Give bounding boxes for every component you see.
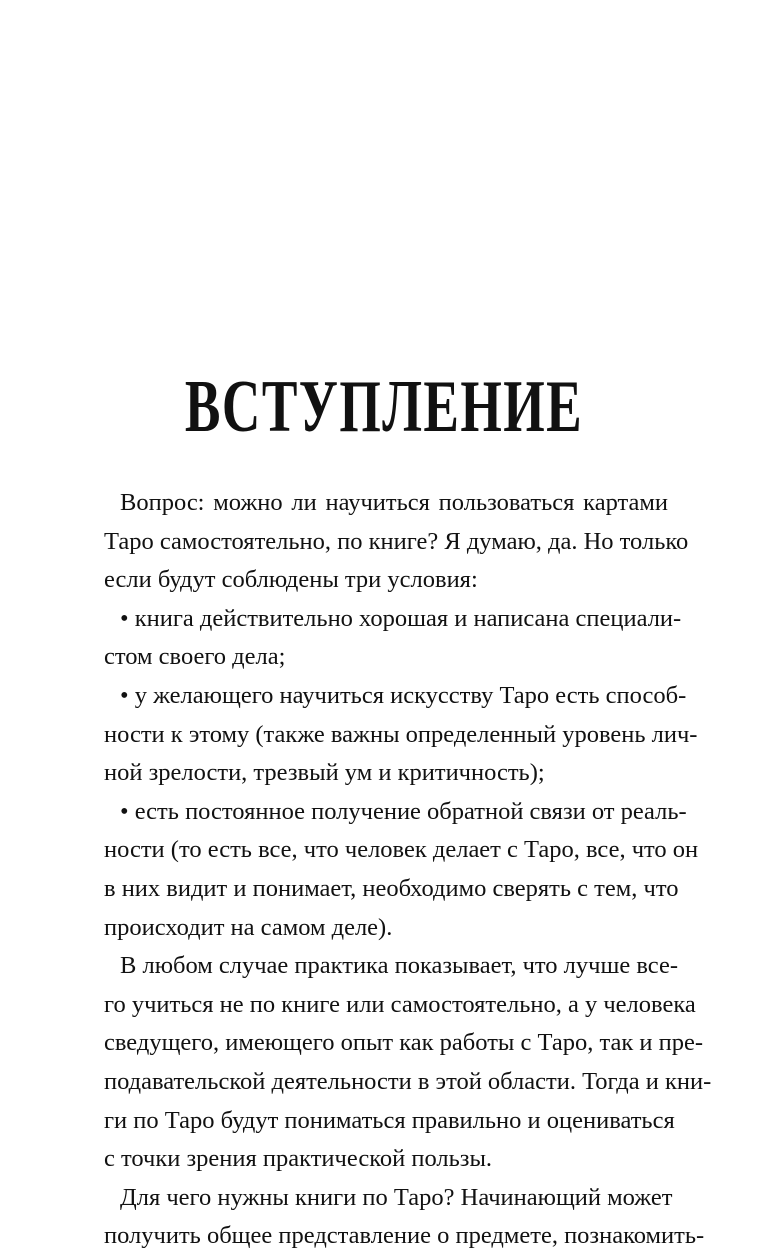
bullet-item — [104, 793, 699, 947]
text-line: если будут соблюдены три условия: — [104, 566, 478, 594]
text-line: в них видит и понимает, необходимо сверять с тем, что — [104, 874, 679, 902]
paragraph — [104, 484, 689, 600]
text-line: • у желающего научиться искусству Таро есть способ- — [120, 681, 687, 709]
text-line: • книга действительно хорошая и написана специали- — [120, 604, 682, 632]
text-line: подавательской деятельности в этой области. Тогда и кни- — [104, 1067, 712, 1095]
text-line: ги по Таро будут пониматься правильно и оцениваться — [104, 1106, 675, 1134]
text-line: стом своего дела; — [104, 643, 286, 671]
text-line: • есть постоянное получение обратной связи от реаль- — [120, 797, 687, 825]
text-line: происходит на самом деле). — [104, 913, 393, 941]
bullet-item — [104, 600, 682, 677]
paragraph — [104, 1179, 705, 1256]
text-line: го учиться не по книге или самостоятельно, а у человека — [104, 990, 696, 1018]
text-line: ности к этому (также важны определенный уровень лич- — [104, 720, 698, 748]
text-line: Вопрос: можно ли научиться пользоваться картами — [120, 489, 668, 516]
text-line: В любом случае практика показывает, что лучше все- — [120, 952, 678, 980]
text-line: Таро самостоятельно, по книге? Я думаю, да. Но только — [104, 527, 689, 555]
text-line: получить общее представление о предмете, познакомить- — [104, 1222, 705, 1250]
body-text — [104, 484, 712, 1256]
text-line: сведущего, имеющего опыт как работы с Таро, так и пре- — [104, 1029, 704, 1057]
bullet-item — [104, 677, 698, 793]
text-line: Для чего нужны книги по Таро? Начинающий может — [120, 1183, 673, 1211]
paragraph — [104, 947, 712, 1179]
chapter-title: ВСТУПЛЕНИЕ — [184, 366, 584, 448]
text-line: с точки зрения практической пользы. — [104, 1145, 493, 1173]
text-line: ности (то есть все, что человек делает с Таро, все, что он — [104, 836, 699, 864]
text-line: ной зрелости, трезвый ум и критичность); — [104, 759, 545, 787]
